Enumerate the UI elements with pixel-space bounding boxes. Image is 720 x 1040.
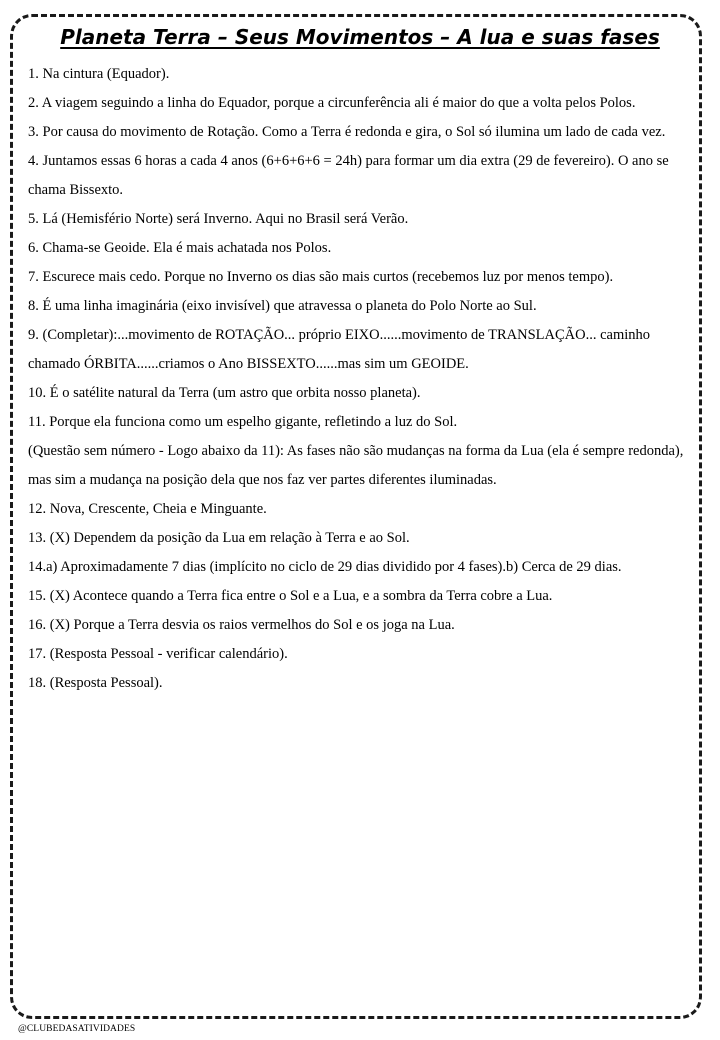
answer-item: 18. (Resposta Pessoal). bbox=[28, 675, 163, 691]
answer-item: 1. Na cintura (Equador). bbox=[28, 66, 170, 82]
answer-item: 10. É o satélite natural da Terra (um astro que orbita nosso planeta). bbox=[28, 385, 421, 401]
answer-item: 13. (X) Dependem da posição da Lua em relação à Terra e ao Sol. bbox=[28, 530, 410, 546]
answer-item: 6. Chama-se Geoide. Ela é mais achatada nos Polos. bbox=[28, 240, 332, 256]
answer-list bbox=[28, 60, 688, 698]
page-title: Planeta Terra – Seus Movimentos – A lua e suas fases bbox=[60, 25, 660, 49]
answer-item: (Questão sem número - Logo abaixo da 11): As fases não são mudanças na forma da Lua (ela é sempre redonda), mas sim a mudança na posição dela que nos faz ver partes diferentes iluminadas. bbox=[28, 443, 684, 488]
answer-item: 15. (X) Acontece quando a Terra fica entre o Sol e a Lua, e a sombra da Terra cobre a Lua. bbox=[28, 588, 553, 604]
answer-item: 7. Escurece mais cedo. Porque no Inverno os dias são mais curtos (recebemos luz por menos tempo). bbox=[28, 269, 614, 285]
answer-item: 2. A viagem seguindo a linha do Equador, porque a circunferência ali é maior do que a volta pelos Polos. bbox=[28, 95, 636, 111]
answer-item: 12. Nova, Crescente, Cheia e Minguante. bbox=[28, 501, 267, 517]
answer-item: 11. Porque ela funciona como um espelho gigante, refletindo a luz do Sol. bbox=[28, 414, 458, 430]
answer-item: 5. Lá (Hemisfério Norte) será Inverno. Aqui no Brasil será Verão. bbox=[28, 211, 409, 227]
answer-item: 14.a) Aproximadamente 7 dias (implícito no ciclo de 29 dias dividido por 4 fases).b) Cerca de 29 dias. bbox=[28, 559, 622, 575]
footer-credit: @CLUBEDASATIVIDADES bbox=[18, 1024, 136, 1034]
answer-item: 3. Por causa do movimento de Rotação. Como a Terra é redonda e gira, o Sol só ilumina um lado de cada vez. bbox=[28, 124, 666, 140]
answer-item: 16. (X) Porque a Terra desvia os raios vermelhos do Sol e os joga na Lua. bbox=[28, 617, 455, 633]
answer-item: 8. É uma linha imaginária (eixo invisível) que atravessa o planeta do Polo Norte ao Sul. bbox=[28, 298, 537, 314]
answer-item: 9. (Completar):...movimento de ROTAÇÃO... próprio EIXO......movimento de TRANSLAÇÃO... caminho chamado ÓRBITA......criamos o Ano BISSEXTO......mas sim um GEOIDE. bbox=[28, 327, 650, 372]
answer-item: 17. (Resposta Pessoal - verificar calendário). bbox=[28, 646, 288, 662]
answer-item: 4. Juntamos essas 6 horas a cada 4 anos (6+6+6+6 = 24h) para formar um dia extra (29 de fevereiro). O ano se chama Bissexto. bbox=[28, 153, 669, 198]
